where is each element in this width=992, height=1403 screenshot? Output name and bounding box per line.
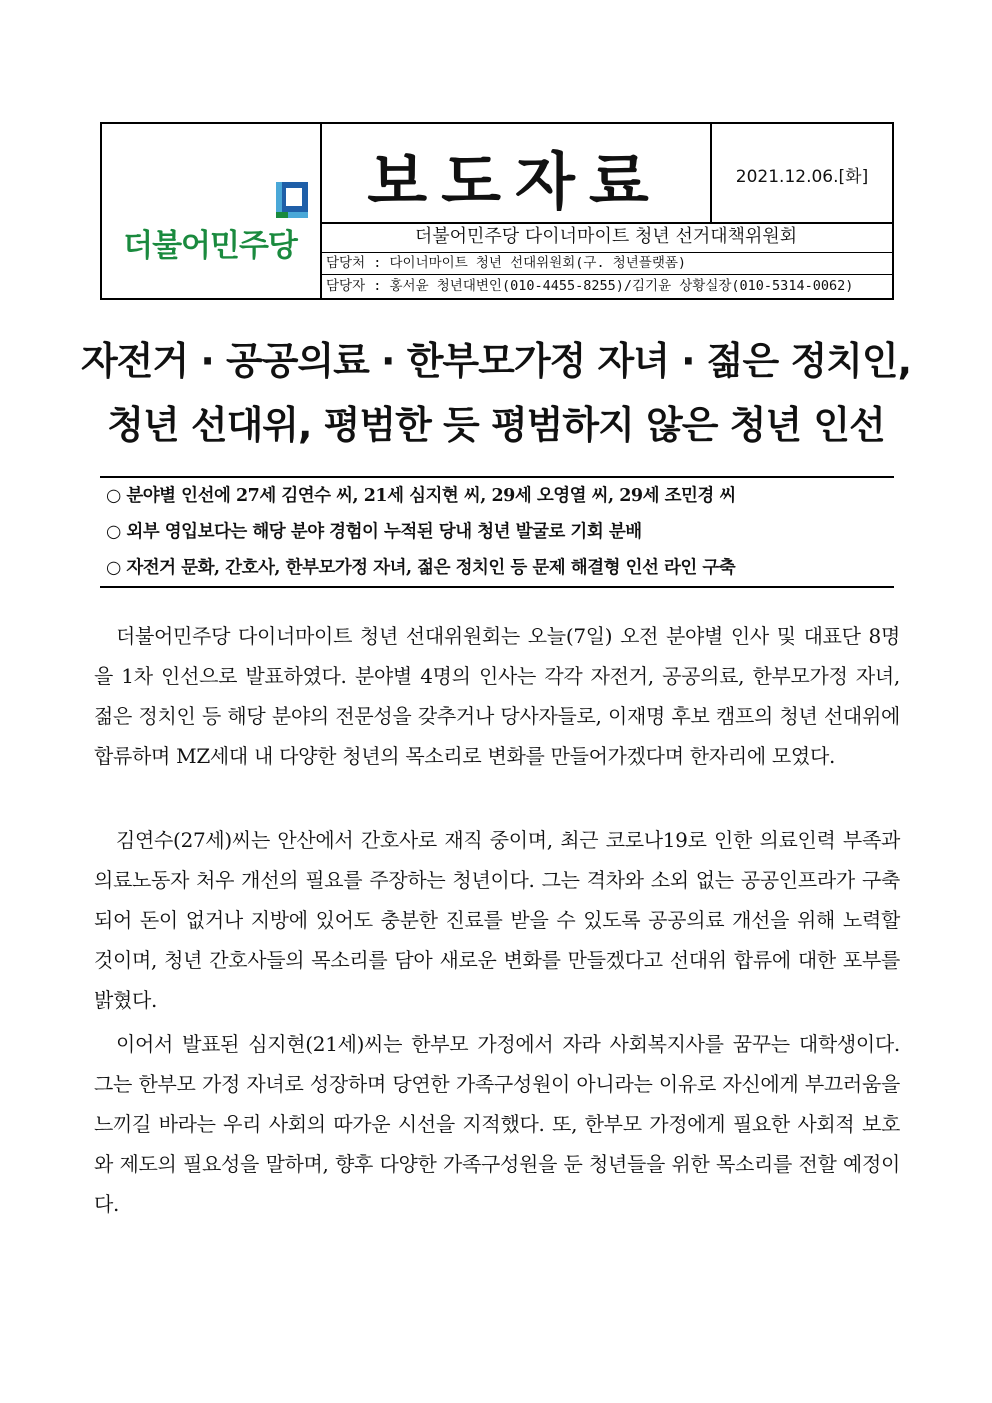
contact-office: 담당처 : 다이너마이트 청년 선대위원회(구. 청년플랫폼) [320,252,892,275]
headline-line-1: 자전거 · 공공의료 · 한부모가정 자녀 · 젊은 정치인, [80,339,912,383]
date-cell [712,124,892,224]
logo-cell [102,124,322,298]
summary-item: ○ 분야별 인선에 27세 김연수 씨, 21세 심지현 씨, 29세 오영열 씨, 29세 조민경 씨 [106,486,736,506]
body-paragraph: 더불어민주당 다이너마이트 청년 선대위원회는 오늘(7일) 오전 분야별 인사 및 대표단 8명을 1차 인선으로 발표하였다. 분야별 4명의 인사는 각각 자전거, 공공의료, 한부모가정 자녀, 젊은 정치인 등 해당 분야의 전문성을 갖추거나 당사자들로, 이재명 후보 캠프의 청년 선대위에 합류하며 MZ세대 내 다양한 청년의 목소리로 변화를 만들어가겠다며 한자리에 모였다. [94,624,900,768]
release-date: 2021.12.06.[화] [735,167,869,187]
summary-item: ○ 외부 영입보다는 해당 분야 경험이 누적된 당내 청년 발굴로 기회 분배 [106,522,642,542]
document-title: 보도자료 [367,145,663,218]
party-logo-icon [274,180,310,220]
contact-person: 담당자 : 홍서윤 청년대변인(010-4455-8255)/김기윤 상황실장(010-5314-0062) [326,278,854,294]
body-paragraph: 이어서 발표된 심지현(21세)씨는 한부모 가정에서 자라 사회복지사를 꿈꾸는 대학생이다. 그는 한부모 가정 자녀로 성장하며 당연한 가족구성원이 아니라는 이유로 자신에게 부끄러움을 느끼길 바라는 우리 사회의 따가운 시선을 지적했다. 또, 한부모 가정에게 필요한 사회적 보호와 제도의 필요성을 말하며, 향후 다양한 가족구성원을 둔 청년들을 위한 목소리를 전할 예정이다. [94,1032,900,1216]
body-paragraph: 김연수(27세)씨는 안산에서 간호사로 재직 중이며, 최근 코로나19로 인한 의료인력 부족과 의료노동자 처우 개선의 필요를 주장하는 청년이다. 그는 격차와 소외 없는 공공인프라가 구축되어 돈이 없거나 지방에 있어도 충분한 진료를 받을 수 있도록 공공의료 개선을 위해 노력할 것이며, 청년 간호사들의 목소리를 담아 새로운 변화를 만들겠다고 선대위 합류에 대한 포부를 밝혔다. [94,828,900,1012]
summary-box [100,476,894,588]
summary-item: ○ 자전거 문화, 간호사, 한부모가정 자녀, 젊은 정치인 등 문제 해결형 인선 라인 구축 [106,558,736,578]
headline-line-2: 청년 선대위, 평범한 듯 평범하지 않은 청년 인선 [107,403,885,447]
party-logo-text: 더불어민주당 [123,228,297,263]
title-cell [320,124,712,224]
organization-name: 더불어민주당 다이너마이트 청년 선거대책위원회 [320,222,892,253]
header-table [100,122,894,300]
